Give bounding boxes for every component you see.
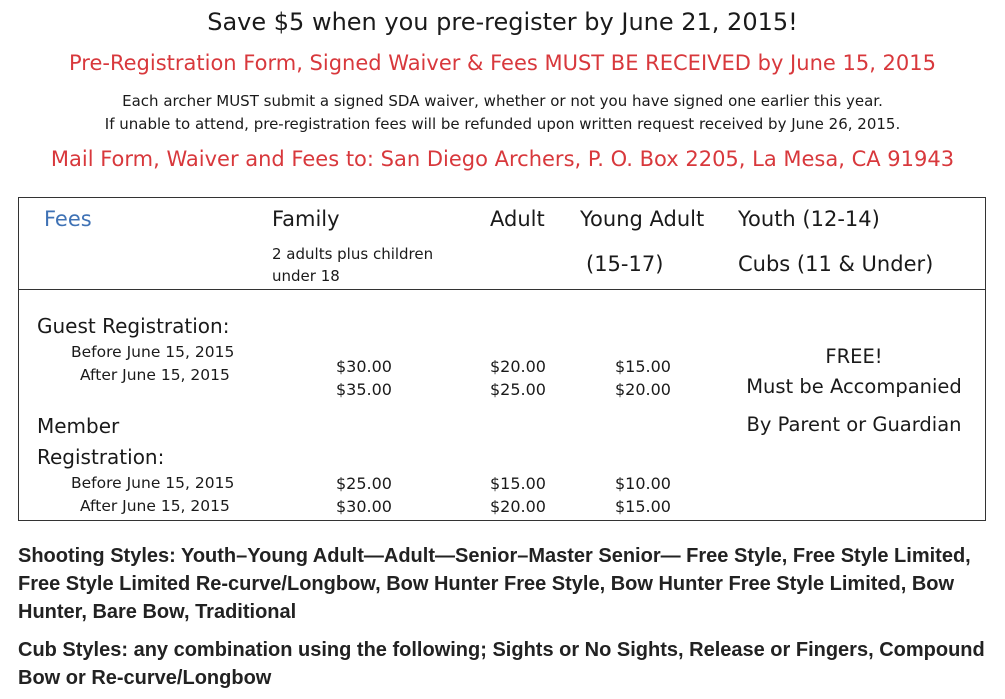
family-column-header: Family <box>272 207 340 231</box>
family-note-line2: under 18 <box>272 267 340 285</box>
deadline-headline: Pre-Registration Form, Signed Waiver & Fees MUST BE RECEIVED by June 15, 2015 <box>69 51 936 75</box>
member-before-label: Before June 15, 2015 <box>71 474 235 492</box>
guest-before-label: Before June 15, 2015 <box>71 343 235 361</box>
member-label-line2: Registration: <box>37 445 165 469</box>
adult-column-header: Adult <box>490 207 545 231</box>
save-headline: Save $5 when you pre-register by June 21, 2015! <box>207 8 798 36</box>
guest-adult-before: $20.00 <box>490 357 546 376</box>
member-young-adult-after: $15.00 <box>615 497 671 516</box>
member-family-after: $30.00 <box>336 497 392 516</box>
table-header-divider <box>18 289 986 290</box>
member-adult-before: $15.00 <box>490 474 546 493</box>
guest-family-after: $35.00 <box>336 380 392 399</box>
member-family-before: $25.00 <box>336 474 392 493</box>
guest-registration-label: Guest Registration: <box>37 314 230 338</box>
waiver-note: Each archer MUST submit a signed SDA waiver, whether or not you have signed one earlier this year. <box>122 92 883 110</box>
family-note-line1: 2 adults plus children <box>272 245 434 263</box>
shooting-styles-text: Shooting Styles: Youth–Young Adult—Adult—Senior–Master Senior— Free Style, Free Style Limited, Free Style Limited Re-curve/Longbow, Bow Hunter Free Style, Bow Hunter Free Style Limited, Bow Hunter, Bare Bow, Traditional <box>18 545 971 623</box>
guest-young-adult-after: $20.00 <box>615 380 671 399</box>
guest-young-adult-before: $15.00 <box>615 357 671 376</box>
free-note: FREE! <box>825 345 883 368</box>
youth-column-header: Youth (12-14) <box>738 207 880 231</box>
guest-family-before: $30.00 <box>336 357 392 376</box>
member-young-adult-before: $10.00 <box>615 474 671 493</box>
guest-after-label: After June 15, 2015 <box>80 366 230 384</box>
cubs-column-header: Cubs (11 & Under) <box>738 252 934 276</box>
accompanied-note: Must be Accompanied <box>746 375 962 398</box>
member-after-label: After June 15, 2015 <box>80 497 230 515</box>
member-label-line1: Member <box>37 414 120 438</box>
guardian-note: By Parent or Guardian <box>746 413 962 436</box>
cub-styles-text: Cub Styles: any combination using the following; Sights or No Sights, Release or Fingers, Compound Bow or Re-curve/Longbow <box>18 639 985 689</box>
guest-adult-after: $25.00 <box>490 380 546 399</box>
young-adult-column-header: Young Adult <box>580 207 705 231</box>
fees-column-header: Fees <box>44 207 92 231</box>
member-adult-after: $20.00 <box>490 497 546 516</box>
young-adult-ages: (15-17) <box>586 252 664 276</box>
mail-address-line: Mail Form, Waiver and Fees to: San Diego Archers, P. O. Box 2205, La Mesa, CA 91943 <box>50 147 955 171</box>
refund-note: If unable to attend, pre-registration fees will be refunded upon written request received by June 26, 2015. <box>104 115 901 133</box>
